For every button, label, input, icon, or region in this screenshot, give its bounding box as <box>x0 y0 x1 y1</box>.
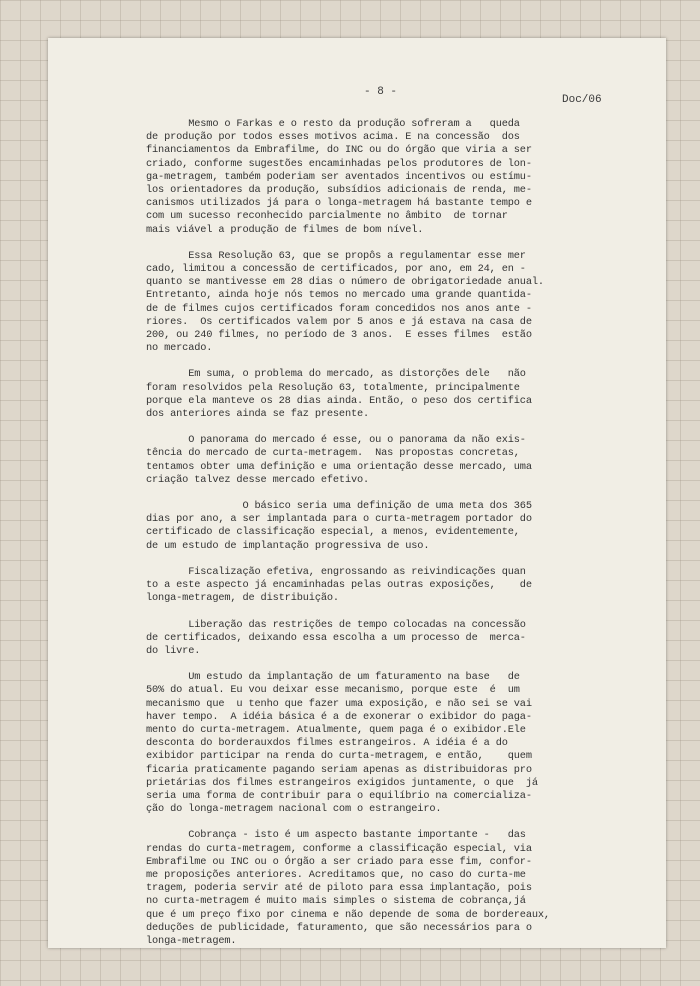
text-line: dias por ano, a ser implantada para o curta-metragem portador do <box>146 513 532 526</box>
document-reference: Doc/06 <box>562 94 602 106</box>
text-line: tentamos obter uma definição e uma orientação desse mercado, uma <box>146 460 532 473</box>
text-line: longa-metragem, de distribuição. <box>146 592 339 605</box>
text-line: 200, ou 240 filmes, no período de 3 anos. E esses filmes estão <box>146 329 532 342</box>
text-line: rendas do curta-metragem, conforme a classificação especial, via <box>146 842 532 855</box>
paragraph <box>146 566 618 606</box>
paragraph <box>146 368 618 421</box>
text-line: Mesmo o Farkas e o resto da produção sofreram a queda <box>146 118 520 130</box>
text-line: financiamentos da Embrafilme, do INC ou do órgão que viria a ser <box>146 144 532 157</box>
text-line: criado, conforme sugestões encaminhadas pelos produtores de lon- <box>146 157 532 170</box>
text-line: de certificados, deixando essa escolha a um processo de merca- <box>146 631 526 644</box>
text-line: mento do curta-metragem. Atualmente, quem paga é o exibidor.Ele <box>146 723 526 736</box>
paragraph <box>146 500 618 553</box>
text-line: Um estudo da implantação de um faturamento na base de <box>146 671 520 684</box>
text-line: certificado de classificação especial, a menos, evidentemente, <box>146 526 520 539</box>
text-line: mecanismo que u tenho que fazer uma exposição, e não sei se vai <box>146 697 532 710</box>
text-line: 50% do atual. Eu vou deixar esse mecanismo, porque este é um <box>146 684 520 697</box>
text-line: canismos utilizados já para o longa-metragem há bastante tempo e <box>146 197 532 210</box>
text-line: O básico seria uma definição de uma meta dos 365 <box>146 500 532 513</box>
text-line: cado, limitou a concessão de certificados, por ano, em 24, en - <box>146 263 526 276</box>
text-line: to a este aspecto já encaminhadas pelas outras exposições, de <box>146 579 532 592</box>
text-line: deduções de publicidade, faturamento, que são necessários para o <box>146 921 532 934</box>
text-line: tência do mercado de curta-metragem. Nas propostas concretas, <box>146 447 520 460</box>
text-line: no curta-metragem é muito mais simples o sistema de cobrança,já <box>146 895 526 908</box>
text-line: prietárias dos filmes estrangeiros exigidos juntamente, o que já <box>146 776 538 789</box>
paragraph <box>146 434 618 487</box>
text-line: de produção por todos esses motivos acima. E na concessão dos <box>146 131 520 144</box>
paragraph <box>146 118 618 237</box>
text-line: tragem, poderia servir até de piloto para essa implantação, pois <box>146 882 532 895</box>
text-line: Liberação das restrições de tempo colocadas na concessão <box>146 618 526 631</box>
text-line: ficaria praticamente pagando seriam apenas as distribuidoras pro <box>146 763 532 776</box>
text-line: quanto se mantivesse em 28 dias o número de obrigatoriedade anual. <box>146 276 544 289</box>
text-line: de de filmes cujos certificados foram concedidos nos anos ante - <box>146 302 532 315</box>
text-line: no mercado. <box>146 342 213 355</box>
text-line: me proposições anteriores. Acreditamos que, no caso do curta-me <box>146 868 526 881</box>
text-line: longa-metragem. <box>146 934 237 947</box>
text-line: haver tempo. A idéia básica é a de exonerar o exibidor do paga- <box>146 710 532 723</box>
text-line: Essa Resolução 63, que se propôs a regulamentar esse mer <box>146 249 526 262</box>
text-line: de um estudo de implantação progressiva de uso. <box>146 539 430 552</box>
page-number: - 8 - <box>364 86 398 98</box>
paragraph <box>146 619 618 659</box>
paragraph <box>146 829 618 948</box>
text-line: porque ela manteve os 28 dias ainda. Então, o peso dos certifica <box>146 394 532 407</box>
text-line: Embrafilme ou INC ou o Órgão a ser criado para esse fim, confor- <box>146 855 532 868</box>
text-line: desconta do borderauxdos filmes estrangeiros. A idéia é a do <box>146 737 508 750</box>
text-line: exibidor participar na renda do curta-metragem, e então, quem <box>146 750 532 763</box>
text-line: ção do longa-metragem nacional com o estrangeiro. <box>146 803 442 816</box>
text-line: Fiscalização efetiva, engrossando as reivindicações quan <box>146 565 526 578</box>
text-line: que é um preço fixo por cinema e não depende de soma de bordereaux, <box>146 908 550 921</box>
text-line: riores. Os certificados valem por 5 anos e já estava na casa de <box>146 315 532 328</box>
text-line: Cobrança - isto é um aspecto bastante importante - das <box>146 829 526 842</box>
paragraph <box>146 671 618 816</box>
text-line: O panorama do mercado é esse, ou o panorama da não exis- <box>146 434 526 447</box>
text-line: dos anteriores ainda se faz presente. <box>146 408 370 421</box>
text-line: Entretanto, ainda hoje nós temos no mercado uma grande quantida- <box>146 289 532 302</box>
text-line: foram resolvidos pela Resolução 63, totalmente, principalmente <box>146 381 520 394</box>
text-line: ga-metragem, também poderiam ser aventados incentivos ou estímu- <box>146 170 532 183</box>
text-line: los orientadores da produção, subsídios adicionais de renda, me- <box>146 184 532 197</box>
text-line: do livre. <box>146 644 201 657</box>
text-line: criação talvez desse mercado efetivo. <box>146 473 370 486</box>
document-body <box>146 118 618 961</box>
text-line: mais viável a produção de filmes de bom nível. <box>146 223 424 236</box>
text-line: Em suma, o problema do mercado, as distorções dele não <box>146 368 526 381</box>
paragraph <box>146 250 618 356</box>
text-line: seria uma forma de contribuir para o equilíbrio na comercializa- <box>146 789 532 802</box>
text-line: com um sucesso reconhecido parcialmente no âmbito de tornar <box>146 210 508 223</box>
